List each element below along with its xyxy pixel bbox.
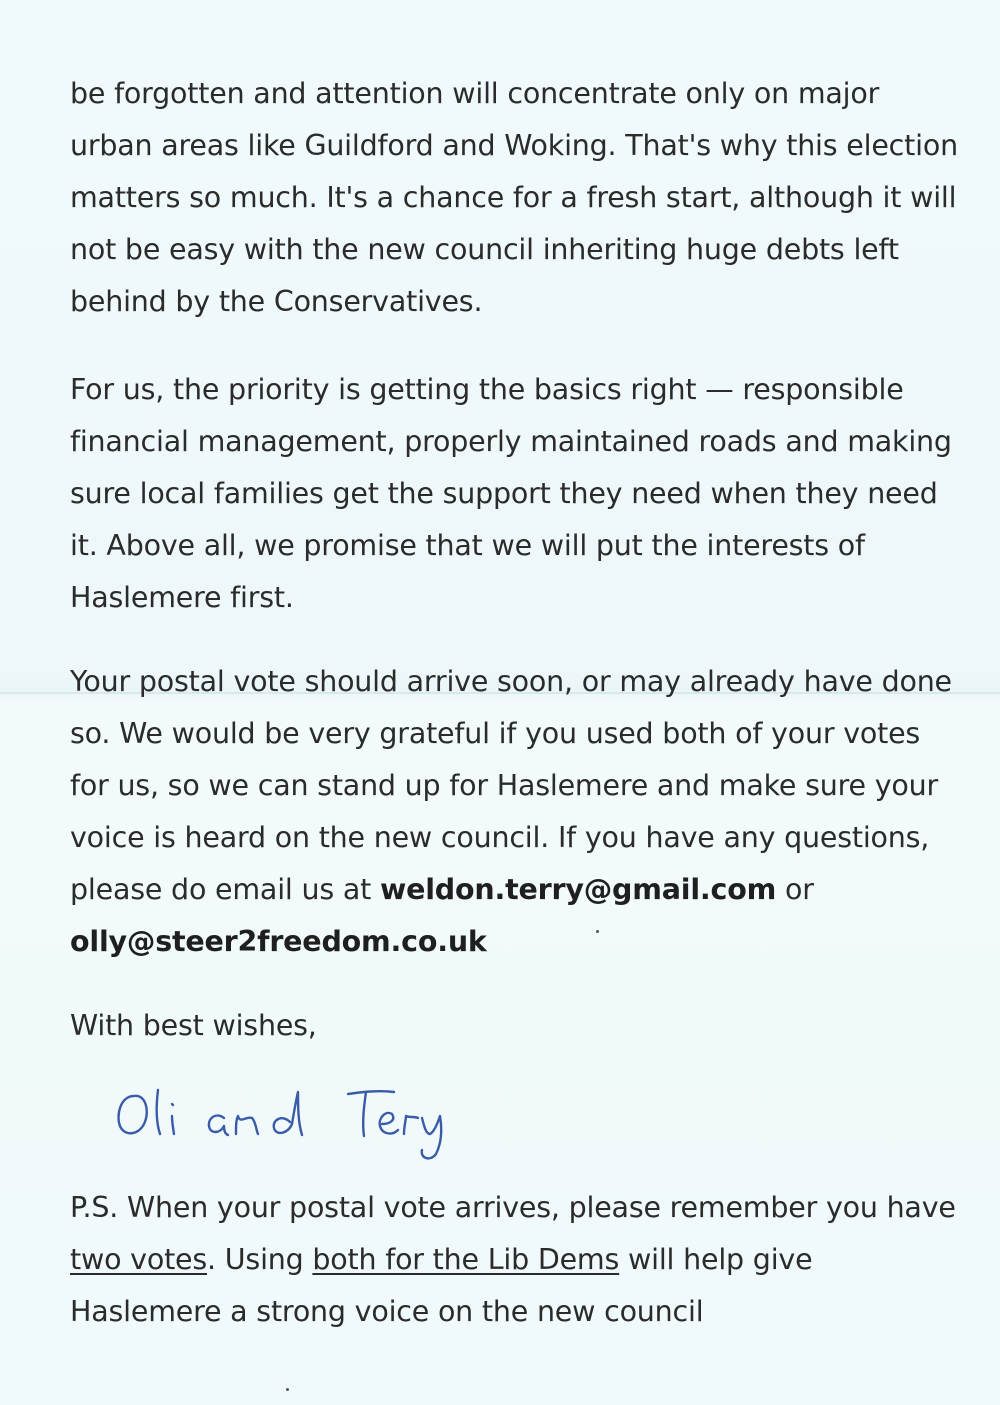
- paragraph-2-line: sure local families get the support they need when they need: [70, 477, 938, 510]
- postscript-line-3: Haslemere a strong voice on the new council: [70, 1295, 704, 1328]
- postscript-end: will help give: [619, 1243, 813, 1276]
- paragraph-3-line: for us, so we can stand up for Haslemere and make sure your: [70, 769, 938, 802]
- paragraph-3: [70, 656, 950, 968]
- email-joiner: or: [776, 873, 814, 906]
- paragraph-3-line: Your postal vote should arrive soon, or may already have done: [70, 665, 952, 698]
- paragraph-2-line: Haslemere first.: [70, 581, 294, 614]
- paragraph-2-line: financial management, properly maintained roads and making: [70, 425, 952, 458]
- paragraph-1-line: behind by the Conservatives.: [70, 285, 483, 318]
- paragraph-1-line: urban areas like Guildford and Woking. That's why this election: [70, 129, 958, 162]
- handwritten-signature: [112, 1078, 492, 1168]
- postscript-line-2: [70, 1234, 950, 1286]
- two-votes-underlined: two votes: [70, 1243, 208, 1276]
- paper-speck: [286, 1388, 289, 1391]
- email-link-olly[interactable]: olly@steer2freedom.co.uk: [70, 925, 487, 958]
- paragraph-2: [70, 364, 950, 624]
- closing: [70, 1000, 950, 1052]
- email-line: [70, 864, 950, 916]
- paper-speck: [596, 930, 599, 933]
- lib-dems-underlined: both for the Lib Dems: [312, 1243, 620, 1276]
- paragraph-3-line: so. We would be very grateful if you used both of your votes: [70, 717, 921, 750]
- paragraph-1-line: not be easy with the new council inheriting huge debts left: [70, 233, 899, 266]
- postscript-mid: . Using: [207, 1243, 313, 1276]
- paragraph-1-line: be forgotten and attention will concentrate only on major: [70, 77, 880, 110]
- email-line-2: [70, 916, 950, 968]
- email-link-terry[interactable]: weldon.terry@gmail.com: [379, 873, 777, 906]
- paragraph-1: [70, 68, 958, 328]
- postscript-line-1: P.S. When your postal vote arrives, please remember you have: [70, 1191, 956, 1224]
- closing-text: With best wishes,: [70, 1009, 317, 1042]
- postscript: [70, 1182, 956, 1338]
- paragraph-2-line: For us, the priority is getting the basics right — responsible: [70, 373, 904, 406]
- email-prefix: please do email us at: [70, 873, 380, 906]
- paragraph-2-line: it. Above all, we promise that we will put the interests of: [70, 529, 865, 562]
- paragraph-1-line: matters so much. It's a chance for a fresh start, although it will: [70, 181, 957, 214]
- paragraph-3-line: voice is heard on the new council. If you have any questions,: [70, 821, 930, 854]
